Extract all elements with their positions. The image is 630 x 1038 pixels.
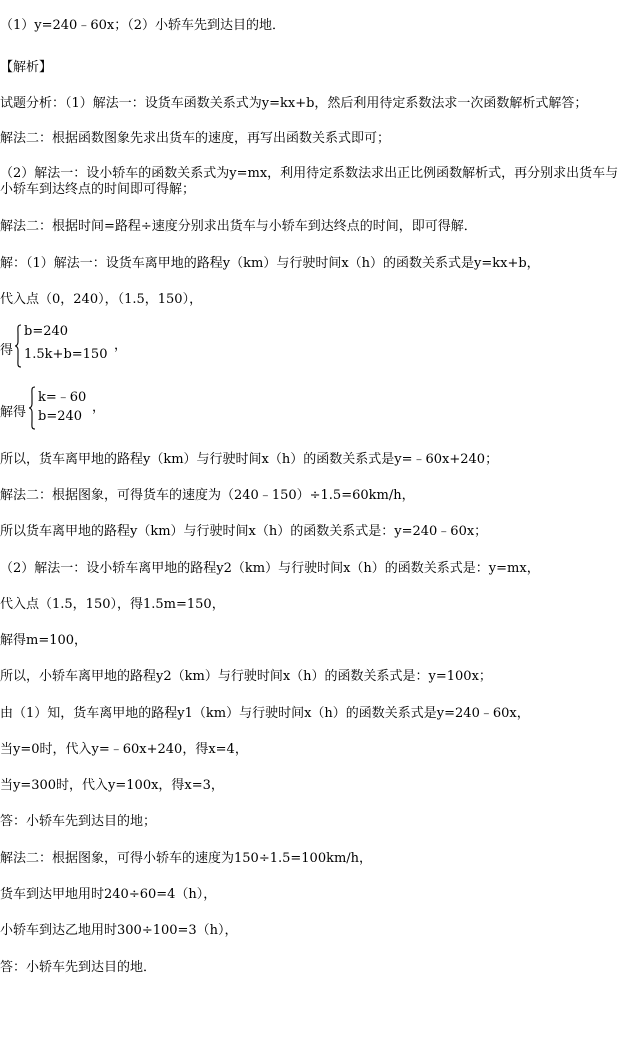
equation-system-2-row-2: b=240 <box>38 409 83 424</box>
analysis-part2-method1: （2）解法一：设小轿车的函数关系式为y=mx，利用待定系数法求出正比例函数解析式，再分别求出货车与小轿车到达终点的时间即可得解； <box>0 166 619 197</box>
equation-system-1-lead: 得 <box>0 343 14 358</box>
solution-line-14: 解法二：根据图象，可得小轿车的速度为150÷1.5=100km/h， <box>0 851 373 866</box>
solution-line-15: 货车到达甲地用时240÷60=4（h）， <box>0 887 217 902</box>
section-title: 【解析】 <box>0 60 53 75</box>
solution-line-8: 解得m=100， <box>0 633 88 648</box>
solution-line-9: 所以，小轿车离甲地的路程y2（km）与行驶时间x（h）的函数关系式是：y=100x； <box>0 669 492 684</box>
solution-line-7: 代入点（1.5，150），得1.5m=150， <box>0 597 225 612</box>
equation-system-1-row-1: b=240 <box>24 324 69 339</box>
equation-system-2-row-1: k=﹣60 <box>38 390 87 405</box>
solution-line-10: 由（1）知，货车离甲地的路程y1（km）与行驶时间x（h）的函数关系式是y=240﹣60x， <box>0 706 530 721</box>
solution-line-5: 所以货车离甲地的路程y（km）与行驶时间x（h）的函数关系式是：y=240﹣60x； <box>0 524 488 539</box>
solution-line-11: 当y=0时，代入y=﹣60x+240，得x=4， <box>0 742 248 757</box>
solution-line-17: 答：小轿车先到达目的地． <box>0 960 157 975</box>
solution-line-4: 解法二：根据图象，可得货车的速度为（240﹣150）÷1.5=60km/h， <box>0 488 415 503</box>
equation-system-2-lead: 解得 <box>0 405 27 420</box>
left-brace-icon <box>14 324 22 368</box>
equation-system-2 <box>0 386 140 432</box>
answer-line: （1）y=240﹣60x；（2）小轿车先到达目的地． <box>0 18 285 33</box>
solution-line-3: 所以，货车离甲地的路程y（km）与行驶时间x（h）的函数关系式是y=﹣60x+240； <box>0 452 499 467</box>
solution-line-13: 答：小轿车先到达目的地； <box>0 814 157 829</box>
analysis-part2-method2: 解法二：根据时间=路程÷速度分别求出货车与小轿车到达终点的时间，即可得解． <box>0 219 477 234</box>
equation-system-1-tail: ， <box>114 338 128 353</box>
solution-line-1: 解：（1）解法一：设货车离甲地的路程y（km）与行驶时间x（h）的函数关系式是y=kx+b， <box>0 256 540 271</box>
left-brace-icon <box>28 386 36 430</box>
solution-line-6: （2）解法一：设小轿车离甲地的路程y2（km）与行驶时间x（h）的函数关系式是：y=mx， <box>0 561 540 576</box>
equation-system-1 <box>0 324 140 370</box>
solution-line-16: 小轿车到达乙地用时300÷100=3（h）， <box>0 923 238 938</box>
equation-system-2-tail: ， <box>92 400 106 415</box>
solution-line-2: 代入点（0，240），（1.5，150）， <box>0 292 203 307</box>
solution-line-12: 当y=300时，代入y=100x，得x=3， <box>0 778 224 793</box>
analysis-intro: 试题分析：（1）解法一：设货车函数关系式为y=kx+b，然后利用待定系数法求一次函数解析式解答； <box>0 96 588 111</box>
equation-system-1-row-2: 1.5k+b=150 <box>24 347 108 362</box>
analysis-part1-method2: 解法二：根据函数图象先求出货车的速度，再写出函数关系式即可； <box>0 131 391 146</box>
